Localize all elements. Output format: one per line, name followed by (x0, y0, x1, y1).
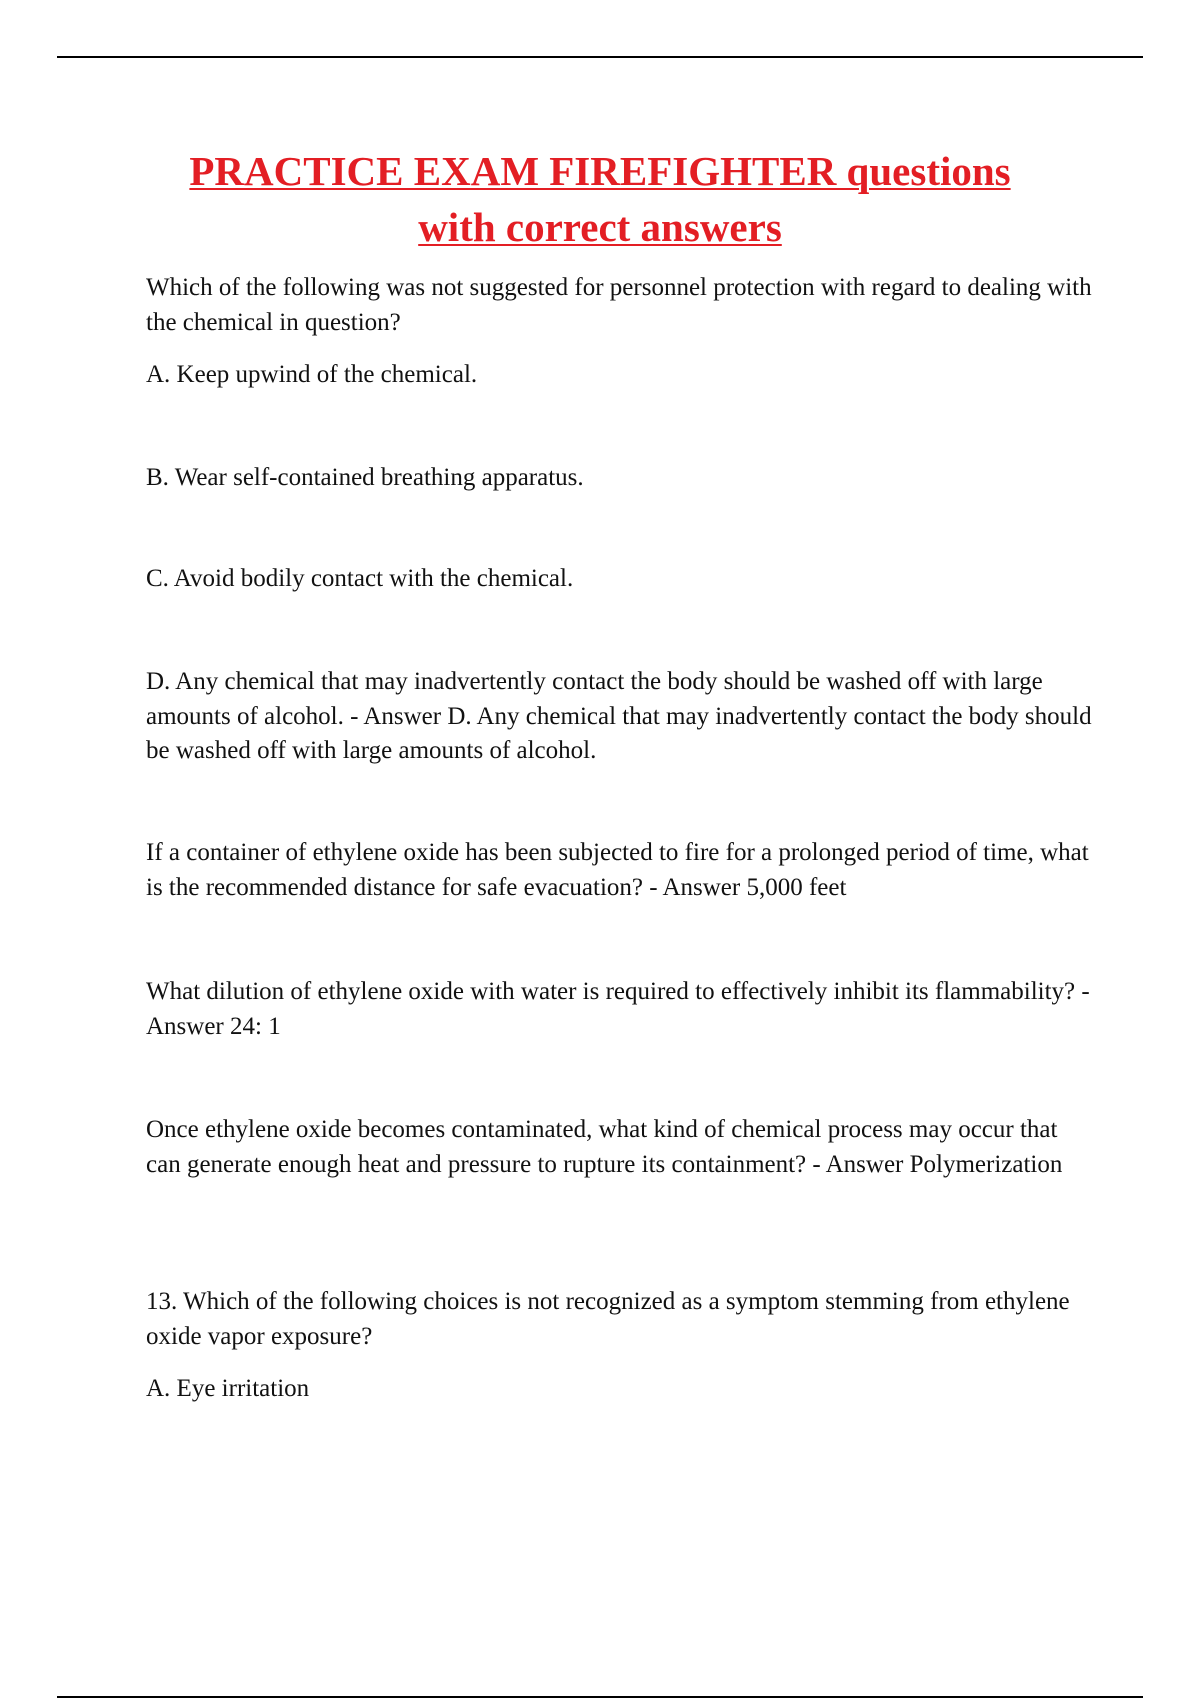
question-1-option-a: A. Keep upwind of the chemical. (146, 361, 478, 388)
question-13-text: 13. Which of the following choices is not recognized as a symptom stemming from ethylene oxide vapor exposure? (146, 1288, 1070, 1350)
question-13-option-a: A. Eye irritation (146, 1375, 310, 1402)
title-line-1: PRACTICE EXAM FIREFIGHTER questions (189, 148, 1011, 194)
title-line-2: with correct answers (418, 204, 782, 250)
question-1-option-c: C. Avoid bodily contact with the chemical. (146, 565, 574, 592)
page-title (100, 143, 1100, 255)
question-3-with-answer: What dilution of ethylene oxide with water is required to effectively inhibit its flammability? - Answer 24: 1 (146, 978, 1090, 1040)
question-1-option-b: B. Wear self-contained breathing apparatus. (146, 464, 584, 491)
question-1-text: Which of the following was not suggested for personnel protection with regard to dealing with the chemical in question? (146, 274, 1092, 336)
bottom-divider (57, 1696, 1143, 1698)
top-divider (57, 56, 1143, 58)
question-1-option-d-answer: D. Any chemical that may inadvertently contact the body should be washed off with large amounts of alcohol. - Answer D. Any chemical that may inadvertently contact the body should be washed off with large amounts of alcohol. (146, 668, 1092, 764)
question-2-with-answer: If a container of ethylene oxide has been subjected to fire for a prolonged period of time, what is the recommended distance for safe evacuation? - Answer 5,000 feet (146, 839, 1089, 901)
question-4-with-answer: Once ethylene oxide becomes contaminated, what kind of chemical process may occur that can generate enough heat and pressure to rupture its containment? - Answer Polymerization (146, 1116, 1063, 1178)
